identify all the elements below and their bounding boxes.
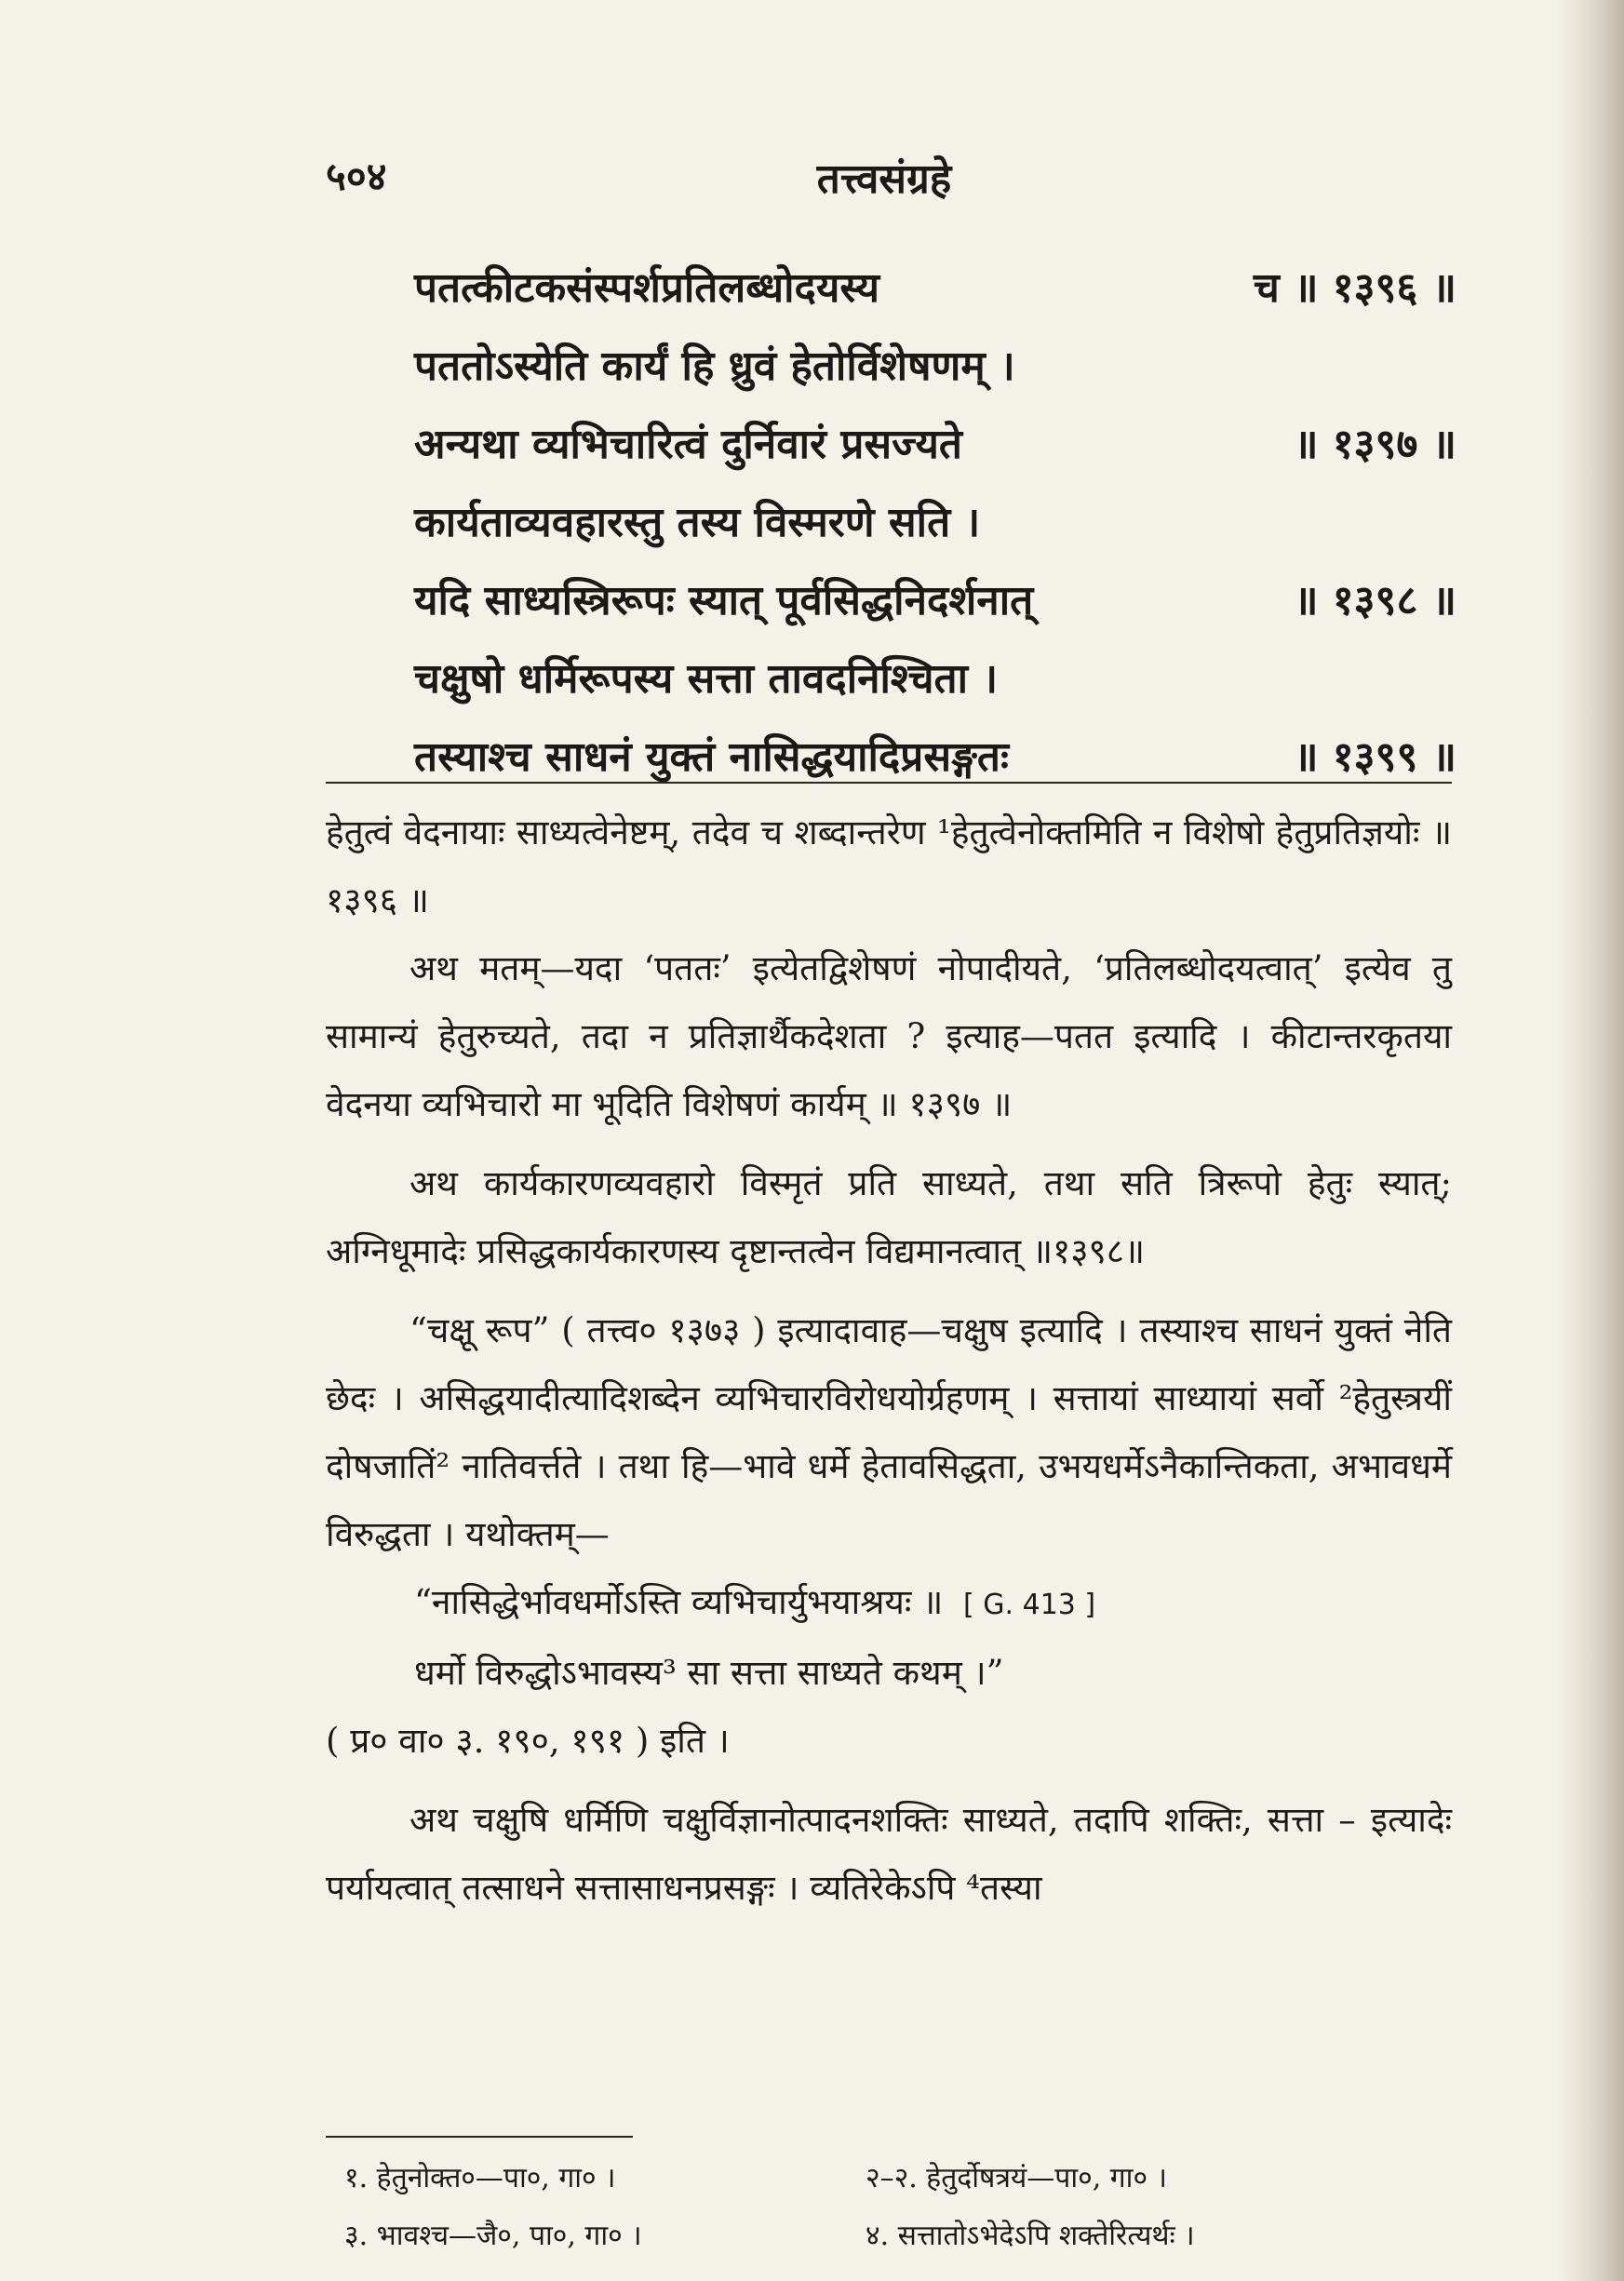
footnote-divider xyxy=(326,2136,633,2138)
footnotes xyxy=(344,2150,1443,2265)
verse-line xyxy=(414,481,1456,559)
verse-text: तस्याश्च साधनं युक्तं नासिद्धयादिप्रसङ्गतः xyxy=(414,733,1009,781)
quotation-line xyxy=(326,1568,1452,1639)
verse-line xyxy=(414,559,1456,637)
quotation-text: “नासिद्धेर्भावधर्मोऽस्ति व्यभिचार्युभयाश्रयः ॥ xyxy=(414,1582,944,1622)
verse-number: च ॥ १३९६ ॥ xyxy=(1253,264,1456,312)
verse-number: ॥ १३९९ ॥ xyxy=(1294,733,1456,781)
verse-divider xyxy=(326,782,1452,784)
commentary-paragraph: अथ कार्यकारणव्यवहारो विस्मृतं प्रति साध्यते, तथा सति त्रिरूपो हेतुः स्यात्; अग्निधूमादेः प्रसिद्धकार्यकारणस्य दृष्टान्तत्वेन विद्यमानत्वात् ॥१३९८॥ xyxy=(326,1163,1452,1271)
reference-marker: [ G. 413 ] xyxy=(963,1589,1096,1621)
verse-line xyxy=(414,247,1456,325)
verse-text: कार्यताव्यवहारस्तु तस्य विस्मरणे सति । xyxy=(414,499,981,546)
footnote: ३. भावश्च—जै०, पा०, गा० । xyxy=(344,2220,642,2252)
footnote: ४. सत्तातोऽभेदेऽपि शक्तेरित्यर्थः । xyxy=(866,2220,1195,2252)
quotation-text: धर्मो विरुद्धोऽभावस्य³ सा सत्ता साध्यते कथम् ।” xyxy=(414,1653,1004,1693)
footnote: १. हेतुनोक्त०—पा०, गा० । xyxy=(344,2162,616,2194)
verse-text: चक्षुषो धर्मिरूपस्य सत्ता तावदनिश्चिता । xyxy=(414,655,999,703)
verse-line xyxy=(414,325,1456,403)
quotation-line xyxy=(326,1639,1452,1707)
commentary-paragraph: “चक्षू रूप” ( तत्त्व० १३७३ ) इत्यादावाह—चक्षुष इत्यादि । तस्याश्च साधनं युक्तं नेति छेदः । असिद्धयादीत्यादिशब्देन व्यभिचारविरोधयोर्ग्रहणम् । सत्तायां साध्यायां सर्वो ²हेतुस्त्रयीं दोषजातिं² नातिवर्त्तते । तथा हि—भावे धर्मे हेतावसिद्धता, उभयधर्मेऽनैकान्तिकता, अभावधर्मे विरुद्धता । यथोक्तम्— xyxy=(326,1310,1452,1554)
running-title: तत्त्वसंग्रहे xyxy=(816,155,952,203)
commentary xyxy=(326,798,1452,1922)
quotation-source: ( प्र० वा० ३. १९०, १९१ ) इति । xyxy=(326,1721,730,1761)
verse-text: यदि साध्यस्त्रिरूपः स्यात् पूर्वसिद्धनिदर्शनात् xyxy=(414,577,1034,624)
verse-number: ॥ १३९७ ॥ xyxy=(1294,421,1456,468)
page-edge-shadow xyxy=(1559,0,1624,2281)
verse-text: पततोऽस्येति कार्यं हि ध्रुवं हेतोर्विशेषणम् । xyxy=(414,342,1015,390)
footnote: २–२. हेतुर्दोषत्रयं—पा०, गा० । xyxy=(866,2162,1167,2194)
verse-line xyxy=(414,403,1456,481)
verse-block xyxy=(414,247,1456,794)
verse-number: ॥ १३९८ ॥ xyxy=(1294,577,1456,624)
commentary-paragraph: अथ चक्षुषि धर्मिणि चक्षुर्विज्ञानोत्पादनशक्तिः साध्यते, तदापि शक्तिः, सत्ता – इत्यादेः पर्यायत्वात् तत्साधने सत्तासाधनप्रसङ्गः । व्यतिरेकेऽपि ⁴तस्या xyxy=(326,1800,1452,1908)
verse-line xyxy=(414,637,1456,716)
commentary-paragraph: अथ मतम्—यदा ‘पततः’ इत्येतद्विशेषणं नोपादीयते, ‘प्रतिलब्धोदयत्वात्’ इत्येव तु सामान्यं हेतुरुच्यते, तदा न प्रतिज्ञार्थैकदेशता ? इत्याह—पतत इत्यादि । कीटान्तरकृतया वेदनया व्यभिचारो मा भूदिति विशेषणं कार्यम् ॥ १३९७ ॥ xyxy=(326,948,1452,1124)
commentary-paragraph: हेतुत्वं वेदनायाः साध्यत्वेनेष्टम्, तदेव च शब्दान्तरेण ¹हेतुत्वेनोक्तमिति न विशेषो हेतुप्रतिज्ञयोः ॥ १३९६ ॥ xyxy=(326,812,1452,920)
page-number: ५०४ xyxy=(326,154,387,199)
page-header xyxy=(326,149,1443,214)
verse-text: पतत्कीटकसंस्पर्शप्रतिलब्धोदयस्य xyxy=(414,264,880,312)
verse-text: अन्यथा व्यभिचारित्वं दुर्निवारं प्रसज्यते xyxy=(414,421,962,468)
